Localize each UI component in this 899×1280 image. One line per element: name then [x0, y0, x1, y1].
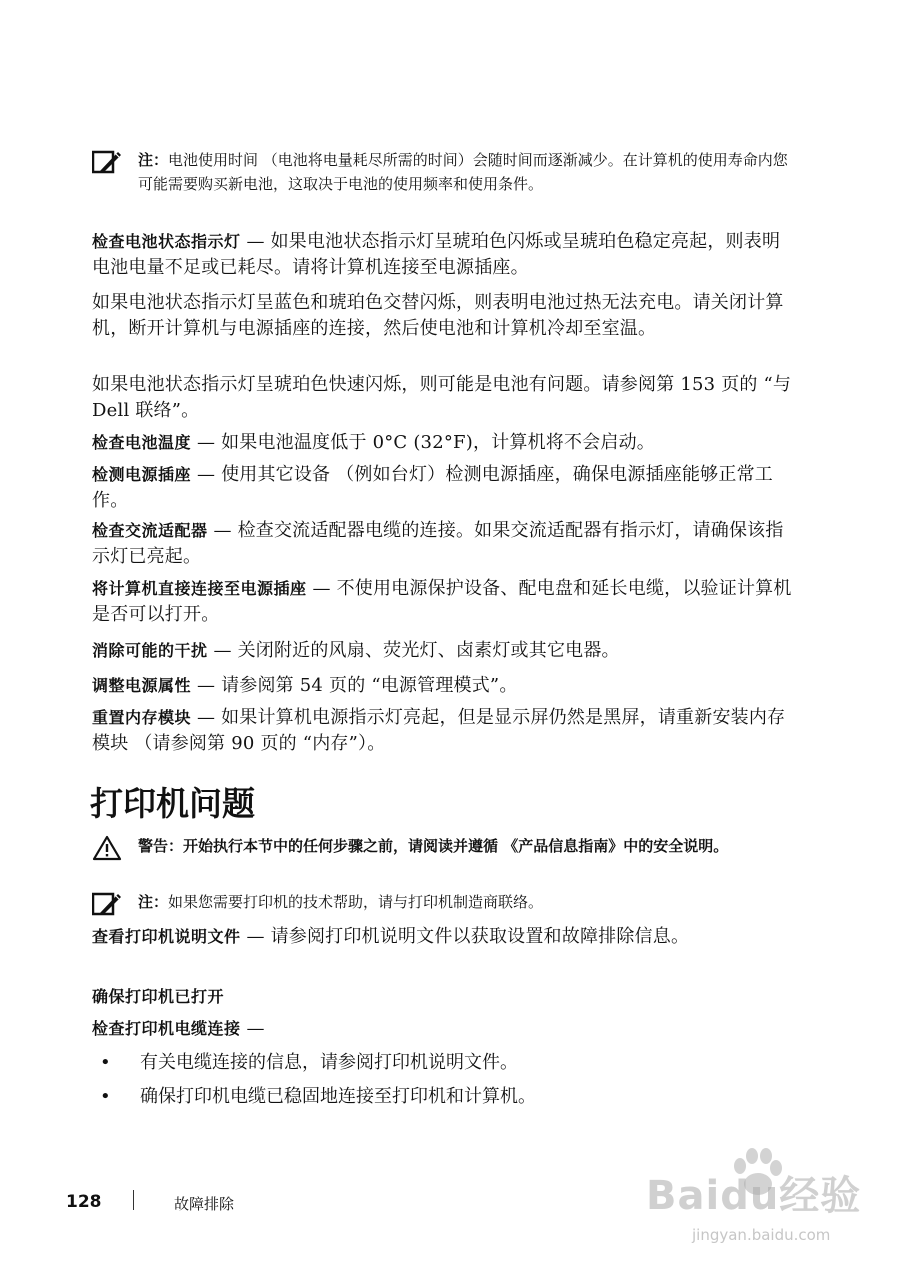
paragraph-lead: 检查打印机电缆连接 — [92, 1019, 241, 1038]
section-title: 打印机问题 — [90, 784, 255, 823]
paragraph-reseat-memory — [92, 705, 792, 757]
list-item — [92, 1050, 792, 1076]
paragraph-printer-cable — [92, 1016, 792, 1042]
note-label: 注： — [138, 893, 169, 911]
em-dash: — — [196, 707, 216, 728]
warning-text: 开始执行本节中的任何步骤之前，请阅读并遵循 《产品信息指南》中的安全说明。 — [183, 837, 729, 855]
em-dash: — — [196, 675, 216, 696]
bullet-text: 确保打印机电缆已稳固地连接至打印机和计算机。 — [140, 1086, 536, 1107]
em-dash: — — [213, 520, 232, 541]
pencil-note-icon — [92, 891, 122, 917]
paragraph-battery-overheat — [92, 290, 792, 342]
page-number: 128 — [66, 1192, 102, 1212]
paragraph-lead: 确保打印机已打开 — [92, 987, 225, 1006]
footer-section: 故障排除 — [174, 1195, 235, 1213]
paragraph-text: 不使用电源保护设备、配电盘和延长电缆，以验证计算机是否可以打开。 — [92, 578, 792, 625]
list-item — [92, 1084, 792, 1110]
paragraph-lead: 将计算机直接连接至电源插座 — [92, 579, 307, 598]
em-dash: — — [246, 926, 265, 947]
safety-warning — [92, 834, 792, 858]
paragraph-test-outlet — [92, 462, 792, 514]
paragraph-direct-connect — [92, 576, 792, 628]
paragraph-lead: 重置内存模块 — [92, 708, 192, 727]
bullet-glyph: • — [100, 1086, 111, 1107]
paragraph-check-ac-adapter — [92, 518, 792, 570]
paragraph-lead: 检查交流适配器 — [92, 521, 208, 540]
note-text: 电池使用时间 （电池将电量耗尽所需的时间）会随时间而逐渐减少。在计算机的使用寿命内您可能需要购买新电池，这取决于电池的使用频率和使用条件。 — [138, 151, 788, 193]
paragraph-text: 如果电池温度低于 0°C (32°F)，计算机将不会启动。 — [221, 432, 655, 453]
paragraph-text: 如果电池状态指示灯呈琥珀色快速闪烁，则可能是电池有问题。请参阅第 153 页的 “与 Dell 联络”。 — [92, 374, 792, 421]
watermark-url: jingyan.baidu.com — [692, 1226, 831, 1244]
watermark-logo: Baidu经验 — [646, 1173, 862, 1219]
em-dash: — — [246, 1018, 265, 1039]
em-dash: — — [196, 464, 216, 485]
paragraph-text: 请参阅打印机说明文件以获取设置和故障排除信息。 — [270, 926, 690, 947]
em-dash: — — [196, 432, 216, 453]
bullet-glyph: • — [100, 1052, 111, 1073]
paragraph-check-battery-light — [92, 229, 792, 281]
paragraph-text: 使用其它设备 （例如台灯）检测电源插座，确保电源插座能够正常工作。 — [92, 464, 773, 511]
paragraph-text: 如果计算机电源指示灯亮起，但是显示屏仍然是黑屏，请重新安装内存模块 （请参阅第 90 页的 “内存”）。 — [92, 707, 786, 754]
paragraph-text: 请参阅第 54 页的 “电源管理模式”。 — [221, 675, 518, 696]
paragraph-text: 关闭附近的风扇、荧光灯、卤素灯或其它电器。 — [237, 640, 620, 661]
paragraph-eliminate-interference — [92, 638, 792, 664]
paragraph-printer-docs — [92, 924, 792, 950]
paragraph-lead: 检查电池温度 — [92, 433, 192, 452]
paragraph-check-battery-temp — [92, 430, 792, 456]
paragraph-lead: 查看打印机说明文件 — [92, 927, 241, 946]
paragraph-text: 如果电池状态指示灯呈蓝色和琥珀色交替闪烁，则表明电池过热无法充电。请关闭计算机，断开计算机与电源插座的连接，然后使电池和计算机冷却至室温。 — [92, 292, 784, 339]
warning-label: 警告： — [138, 837, 184, 855]
paragraph-printer-on — [92, 984, 792, 1010]
battery-note — [92, 148, 792, 196]
paragraph-text: 检查交流适配器电缆的连接。如果交流适配器有指示灯，请确保该指示灯已亮起。 — [92, 520, 784, 567]
printer-note — [92, 890, 792, 914]
paragraph-lead: 消除可能的干扰 — [92, 641, 208, 660]
em-dash: — — [312, 578, 331, 599]
paragraph-lead: 检查电池状态指示灯 — [92, 232, 241, 251]
paragraph-adjust-power — [92, 673, 792, 699]
note-text: 如果您需要打印机的技术帮助，请与打印机制造商联络。 — [168, 893, 544, 911]
footer-divider — [133, 1190, 134, 1210]
bullet-text: 有关电缆连接的信息，请参阅打印机说明文件。 — [140, 1052, 518, 1073]
paragraph-lead: 调整电源属性 — [92, 676, 192, 695]
note-label: 注： — [138, 151, 169, 169]
paragraph-lead: 检测电源插座 — [92, 465, 192, 484]
paragraph-text: 如果电池状态指示灯呈琥珀色闪烁或呈琥珀色稳定亮起，则表明电池电量不足或已耗尽。请将计算机连接至电源插座。 — [92, 231, 781, 278]
em-dash: — — [213, 640, 232, 661]
baidu-watermark — [636, 1148, 866, 1268]
warning-triangle-icon — [92, 835, 122, 861]
pencil-note-icon — [92, 149, 122, 175]
paragraph-battery-fault — [92, 372, 792, 424]
em-dash: — — [246, 231, 265, 252]
